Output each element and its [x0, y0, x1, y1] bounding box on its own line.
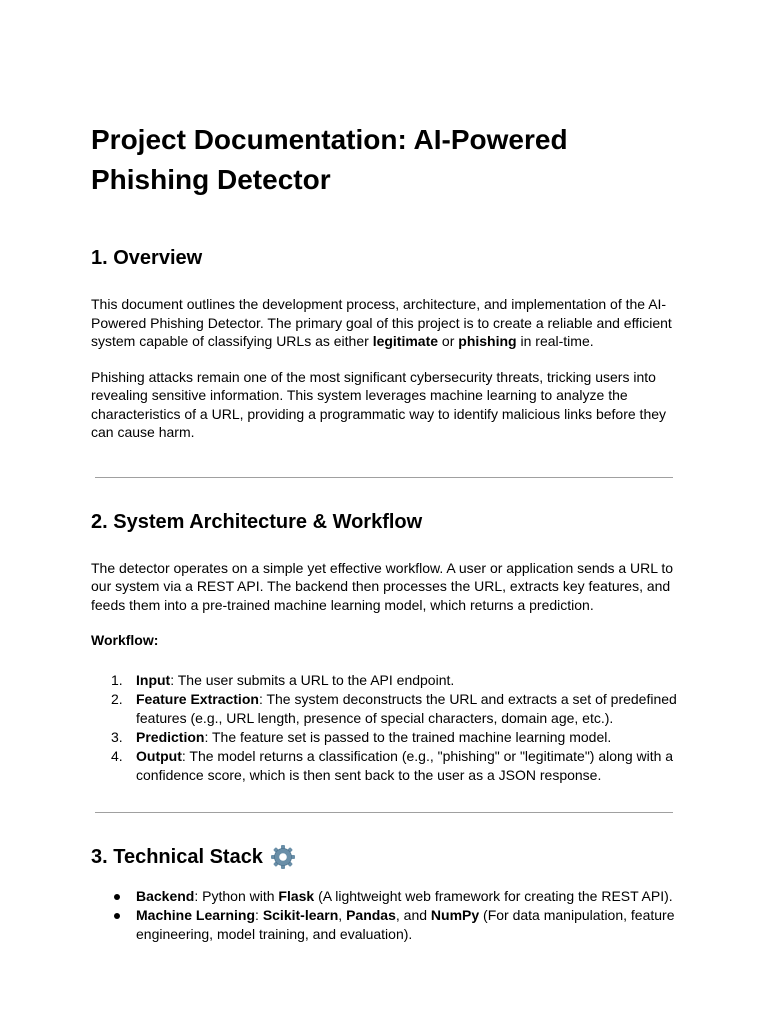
list-item: [91, 728, 681, 747]
section-heading-stack-row: [91, 843, 681, 871]
section-heading-stack: 3. Technical Stack: [91, 845, 263, 868]
stack-tech: Flask: [278, 887, 315, 904]
workflow-label: Workflow:: [91, 632, 159, 648]
bullet-point: [114, 894, 120, 900]
list-item: [91, 671, 681, 690]
overview-text: or: [438, 333, 459, 349]
term-phishing: phishing: [458, 333, 517, 349]
list-item: [91, 747, 681, 785]
step-text: : The feature set is passed to the trained machine learning model.: [204, 728, 612, 745]
stack-text: , and: [395, 906, 431, 923]
term-legitimate: legitimate: [372, 333, 439, 349]
step-term: Output: [136, 747, 182, 764]
section-divider: [95, 477, 673, 478]
gear-icon: [270, 844, 296, 870]
section-divider: [95, 812, 673, 813]
overview-text: This document outlines the development process, architecture, and implementation of the AI-Powered Phishing Detector. The primary goal of this project is to create a reliable and efficient system capable of classifying URLs as either: [91, 296, 672, 349]
step-term: Prediction: [136, 728, 205, 745]
list-number: 4.: [111, 747, 123, 764]
stack-text: ,: [338, 906, 347, 923]
step-term: Feature Extraction: [136, 690, 259, 707]
stack-text: (For data manipulation, feature engineering, model training, and evaluation).: [136, 906, 675, 942]
workflow-steps-list: [91, 671, 681, 785]
stack-term: Backend: [136, 887, 195, 904]
overview-text: in real-time.: [516, 333, 594, 349]
step-text: : The user submits a URL to the API endpoint.: [170, 671, 455, 688]
stack-text: : Python with: [194, 887, 279, 904]
list-item: [91, 690, 681, 728]
list-number: 2.: [111, 690, 123, 707]
overview-paragraph-1: [91, 295, 681, 351]
section-heading-overview: 1. Overview: [91, 247, 203, 269]
architecture-paragraph: The detector operates on a simple yet effective workflow. A user or application sends a URL to our system via a REST API. The backend then processes the URL, extracts key features, and feeds them into a pre-trained machine learning model, which returns a prediction.: [91, 559, 674, 613]
list-number: 1.: [111, 671, 123, 688]
overview-paragraph-2: Phishing attacks remain one of the most significant cybersecurity threats, tricking users into revealing sensitive information. This system leverages machine learning to analyze the characteristics of a URL, providing a programmatic way to identify malicious links before they can cause harm.: [91, 368, 667, 440]
stack-text: (A lightweight web framework for creating the REST API).: [314, 887, 673, 904]
list-item: [91, 887, 681, 906]
step-term: Input: [136, 671, 171, 688]
tech-stack-list: [91, 887, 681, 944]
stack-tech: Pandas: [346, 906, 396, 923]
stack-tech: Scikit-learn: [262, 906, 339, 923]
stack-term: Machine Learning: [136, 906, 256, 923]
bullet-point: [114, 913, 120, 919]
list-item: [91, 906, 681, 944]
document-title: Project Documentation: AI-Powered Phishing Detector: [91, 124, 568, 195]
document-content: [91, 120, 681, 944]
stack-tech: NumPy: [430, 906, 480, 923]
step-text: : The system deconstructs the URL and extracts a set of predefined features (e.g., URL length, presence of special characters, domain age, etc.).: [136, 690, 677, 726]
list-number: 3.: [111, 728, 123, 745]
section-heading-architecture: 2. System Architecture & Workflow: [91, 510, 423, 533]
step-text: : The model returns a classification (e.g., "phishing" or "legitimate") along with a confidence score, which is then sent back to the user as a JSON response.: [136, 747, 674, 783]
stack-text: :: [255, 906, 263, 923]
